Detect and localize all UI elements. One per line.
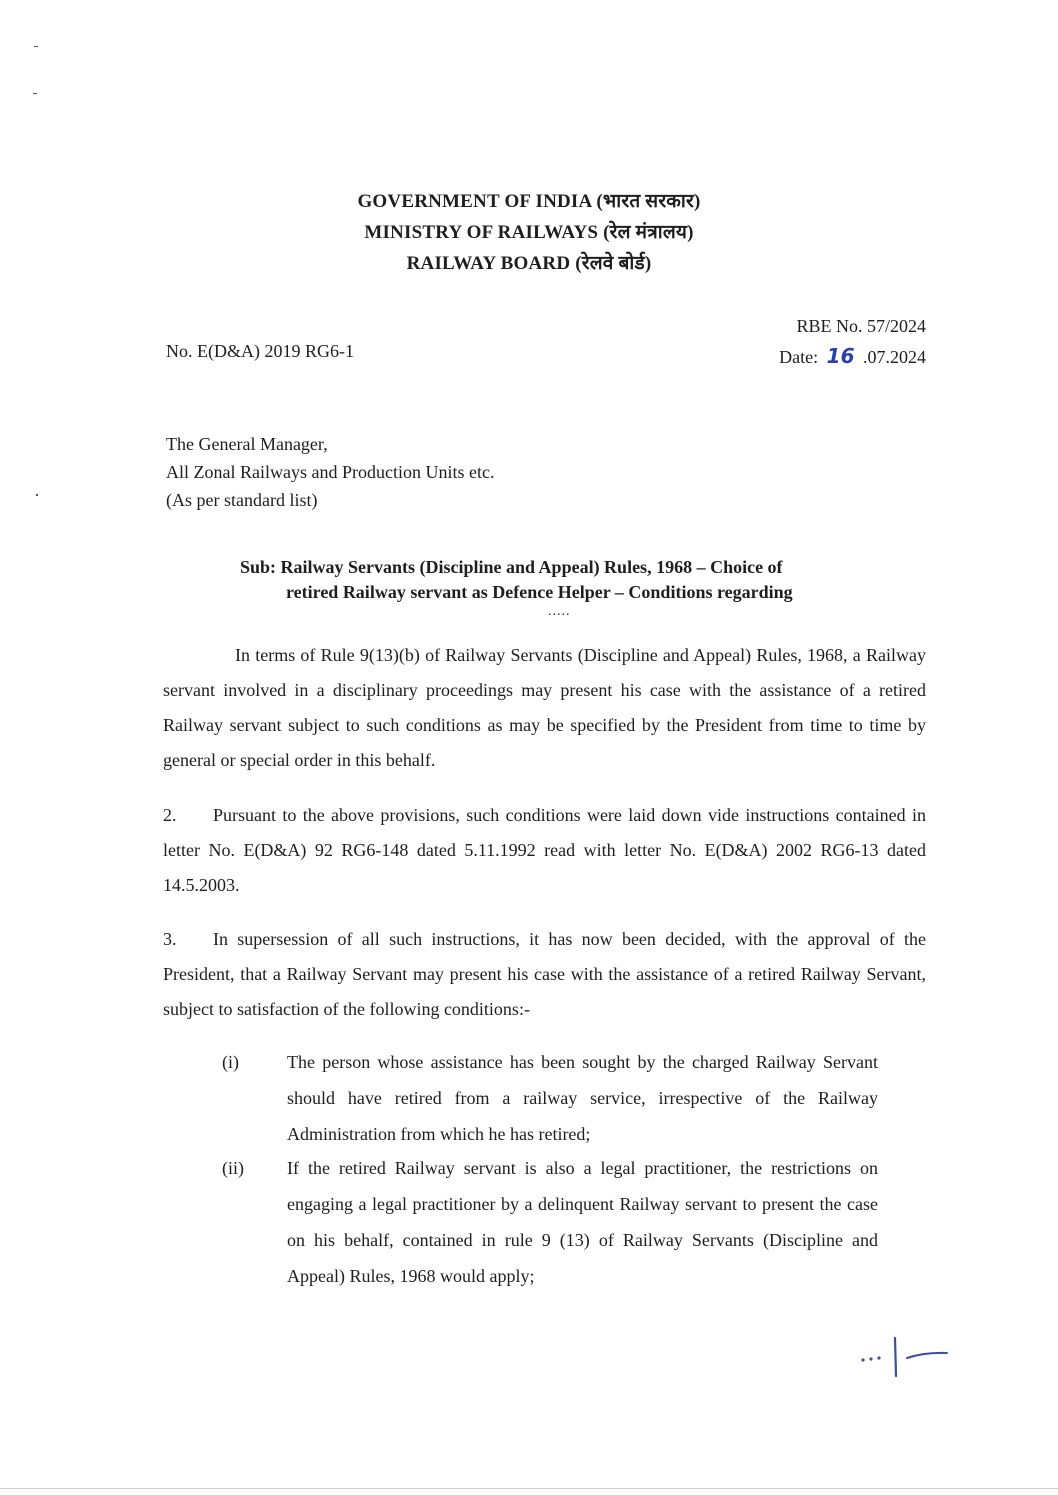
paragraph-2 (163, 798, 926, 903)
addressee-line: All Zonal Railways and Production Units etc. (166, 462, 495, 482)
page-bottom-edge (0, 1488, 1058, 1489)
paragraph-2-number: 2. (163, 805, 177, 825)
scan-speck (34, 46, 38, 47)
letter-date (779, 341, 926, 372)
condition-text: If the retired Railway servant is also a legal practitioner, the restrictions on engaging a legal practitioner by a delinquent Railway servant to present the case on his behalf, contained in rule 9 (13) of Railway Servants (Discipline and Appeal) Rules, 1968 would apply; (287, 1158, 878, 1286)
handwritten-date-day: 16 (826, 344, 855, 368)
condition-item (222, 1044, 878, 1152)
paragraph-2-text: Pursuant to the above provisions, such conditions were laid down vide instructions contained in letter No. E(D&A) 92 RG6-148 dated 5.11.1992 read with letter No. E(D&A) 2002 RG6-13 dated 14.5.2003. (163, 805, 926, 895)
condition-label: (ii) (222, 1158, 244, 1178)
letterhead-board: RAILWAY BOARD (रेलवे बोर्ड) (406, 253, 652, 274)
continuation-mark-text: ...|— (855, 1386, 857, 1387)
addressee-line: The General Manager, (166, 434, 328, 454)
reference-block (779, 311, 926, 372)
paragraph-1-text: In terms of Rule 9(13)(b) of Railway Servants (Discipline and Appeal) Rules, 1968, a Railway servant involved in a disciplinary proceedings may present his case with the assistance of a retired Railway servant subject to such conditions as may be specified by the President from time to time by general or special order in this behalf. (163, 645, 926, 770)
condition-label: (i) (222, 1052, 239, 1072)
date-label: Date: (779, 347, 819, 367)
condition-item (222, 1150, 878, 1294)
addressee-line: (As per standard list) (166, 490, 318, 510)
rbe-number: RBE No. 57/2024 (796, 316, 926, 336)
scan-speck (36, 494, 38, 496)
paragraph-3-text: In supersession of all such instructions, it has now been decided, with the approval of the President, that a Railway Servant may present his case with the assistance of a retired Railway Servant, subject to satisfaction of the following conditions:- (163, 929, 926, 1019)
condition-text: The person whose assistance has been sought by the charged Railway Servant should have retired from a railway service, irrespective of the Railway Administration from which he has retired; (287, 1052, 878, 1144)
subject-line (240, 555, 900, 605)
letterhead-ministry: MINISTRY OF RAILWAYS (रेल मंत्रालय) (364, 222, 694, 243)
file-number: No. E(D&A) 2019 RG6-1 (166, 341, 354, 361)
addressee-block (166, 430, 494, 514)
date-month-year: .07.2024 (863, 347, 926, 367)
handwritten-continuation-mark (855, 1328, 965, 1388)
scan-speck (33, 93, 37, 94)
subject-separator: ..... (548, 604, 571, 619)
subject-text-2: retired Railway servant as Defence Helper – Conditions regarding (286, 582, 793, 602)
paragraph-1 (163, 638, 926, 778)
paragraph-3-number: 3. (163, 929, 177, 949)
letterhead (0, 186, 1058, 279)
paragraph-3 (163, 922, 926, 1027)
subject-text-1: Sub: Railway Servants (Discipline and Appeal) Rules, 1968 – Choice of (240, 557, 783, 577)
letterhead-government: GOVERNMENT OF INDIA (भारत सरकार) (357, 191, 701, 212)
